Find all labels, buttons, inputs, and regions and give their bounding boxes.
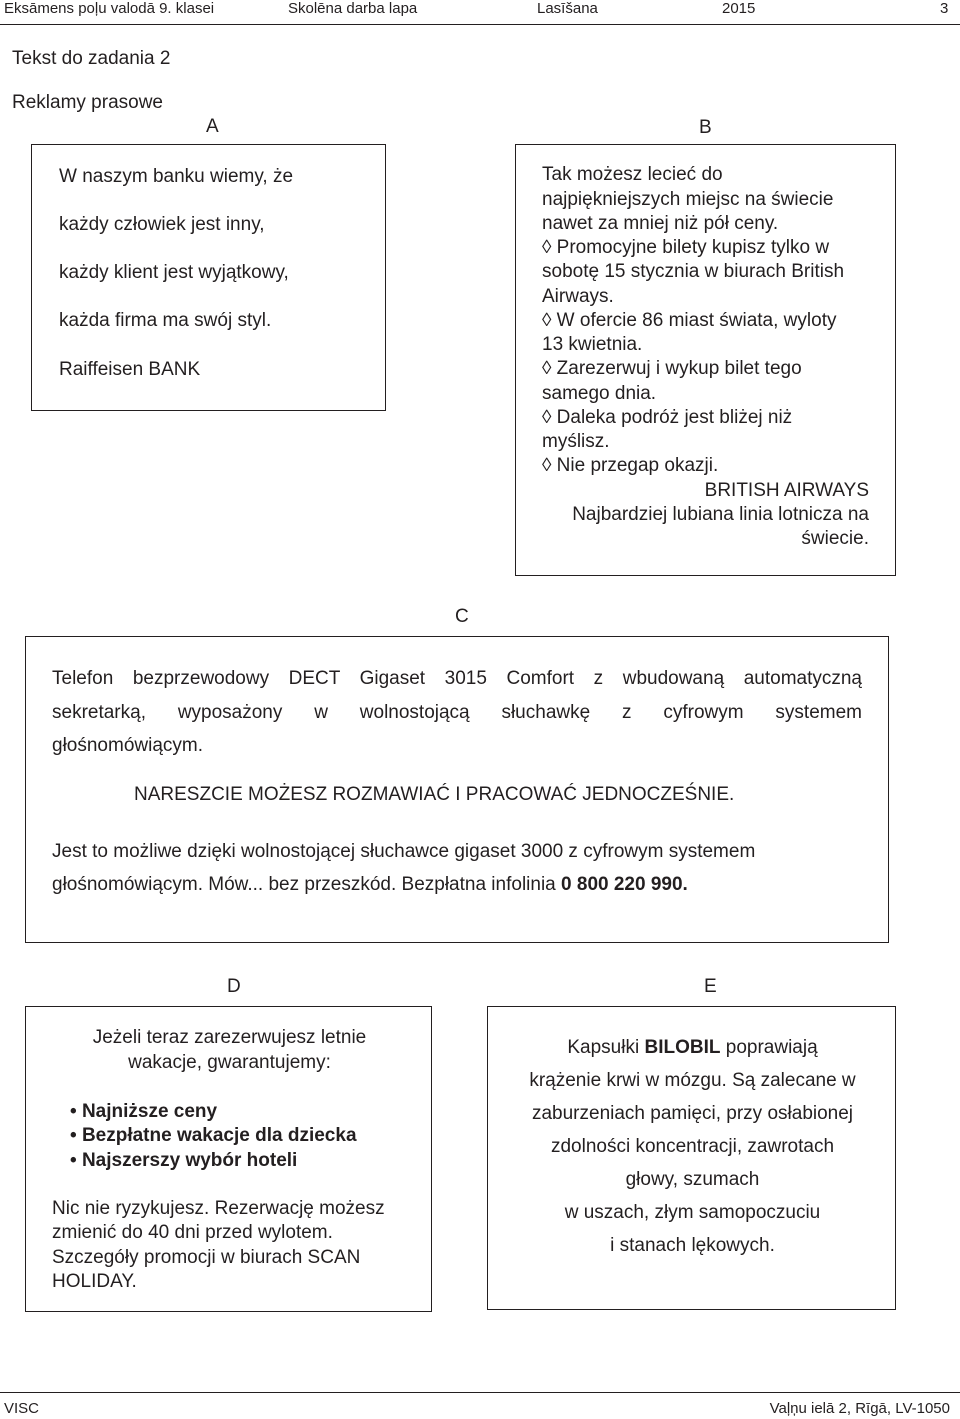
ad-b-line: nawet za mniej niż pół ceny.: [542, 213, 779, 234]
ad-d-tail: HOLIDAY.: [52, 1271, 137, 1292]
ad-c-text: głośnomówiącym. Mów... bez przeszkód. Bezpłatna infolinia: [52, 874, 562, 895]
ad-a-line: W naszym banku wiemy, że: [59, 166, 294, 187]
ad-c-box: [25, 636, 889, 943]
ad-e-box: [487, 1006, 896, 1310]
ad-e-line-first: [488, 1037, 897, 1059]
ad-c-line-last: [52, 874, 688, 896]
task-title: Tekst do zadania 2: [12, 48, 171, 69]
ad-b-bullet-line: ◊ Promocyjne bilety kupisz tylko w: [542, 237, 830, 258]
ad-a-line: każdy człowiek jest inny,: [59, 214, 265, 235]
ad-d-bullet-text: Najniższe ceny: [81, 1101, 218, 1122]
ad-e-line: zaburzeniach pamięci, przy osłabionej: [531, 1103, 854, 1124]
ad-e-text: poprawiają: [720, 1037, 818, 1058]
ad-e-line: krążenie krwi w mózgu. Są zalecane w: [529, 1070, 856, 1091]
ad-e-line: w uszach, złym samopoczuciu: [564, 1202, 821, 1223]
ad-b-slogan: świecie.: [801, 528, 869, 549]
ad-d-bullet-text: Bezpłatne wakacje dla dziecka: [81, 1125, 357, 1146]
ad-b-letter: B: [699, 117, 712, 138]
ad-d-tail: Szczegóły promocji w biurach SCAN: [52, 1247, 361, 1268]
ad-b-line: 13 kwietnia.: [542, 334, 643, 355]
ad-e-brand: BILOBIL: [644, 1037, 721, 1058]
ad-d-tail: zmienić do 40 dni przed wylotem.: [52, 1222, 333, 1243]
ad-c-line: sekretarką, wyposażony w wolnostojącą słuchawkę z cyfrowym systemem: [52, 702, 862, 723]
ad-b-line: samego dnia.: [542, 383, 657, 404]
ad-a-letter: A: [206, 116, 219, 137]
header-section: Lasīšana: [537, 0, 598, 17]
ad-a-line: każdy klient jest wyjątkowy,: [59, 262, 289, 283]
ad-c-line: Telefon bezprzewodowy DECT Gigaset 3015 Comfort z wbudowaną automatyczną: [52, 668, 862, 689]
ad-b-line: sobotę 15 stycznia w biurach British: [542, 261, 845, 282]
ad-a-box: [31, 144, 386, 411]
ad-b-bullet-line: ◊ W ofercie 86 miast świata, wyloty: [542, 310, 837, 331]
ad-d-letter: D: [227, 976, 241, 997]
ad-b-line: Tak możesz lecieć do: [542, 164, 723, 185]
ad-c-phone: 0 800 220 990.: [561, 874, 688, 895]
ad-c-line: głośnomówiącym.: [52, 735, 203, 756]
header-worksheet: Skolēna darba lapa: [288, 0, 418, 17]
ad-d-bullet: • Najszerszy wybór hoteli: [70, 1150, 298, 1171]
ad-e-line: zdolności koncentracji, zawrotach: [550, 1136, 835, 1157]
ad-e-text: Kapsułki: [567, 1037, 645, 1058]
page-header: [0, 0, 960, 22]
ad-c-slogan: NARESZCIE MOŻESZ ROZMAWIAĆ I PRACOWAĆ JEDNOCZEŚNIE.: [134, 784, 735, 805]
ad-d-head: Jeżeli teraz zarezerwujesz letnie: [92, 1027, 367, 1048]
ad-d-bullet-text: Najszerszy wybór hoteli: [81, 1150, 298, 1171]
footer-rule: [0, 1392, 960, 1393]
ad-a-line: każda firma ma swój styl.: [59, 310, 272, 331]
ad-a-signature: Raiffeisen BANK: [59, 359, 201, 380]
ad-b-box: [515, 144, 896, 576]
footer-address: Vaļņu ielā 2, Rīgā, LV-1050: [769, 1400, 950, 1417]
ad-b-bullet-line: ◊ Daleka podróż jest bliżej niż: [542, 407, 793, 428]
ad-b-bullet-line: ◊ Nie przegap okazji.: [542, 455, 719, 476]
ad-d-box: [25, 1006, 432, 1312]
ad-b-line: Airways.: [542, 286, 614, 307]
footer-left: VISC: [4, 1400, 40, 1417]
header-year: 2015: [722, 0, 756, 17]
ad-d-head: wakacje, gwarantujemy:: [128, 1052, 331, 1073]
ad-c-letter: C: [455, 606, 469, 627]
ad-d-bullet: • Bezpłatne wakacje dla dziecka: [70, 1125, 357, 1146]
ad-e-letter: E: [704, 976, 717, 997]
ad-d-bullet: • Najniższe ceny: [70, 1101, 218, 1122]
header-page-number: 3: [940, 0, 949, 17]
ad-e-line: i stanach lękowych.: [610, 1235, 775, 1256]
ad-c-line: Jest to możliwe dzięki wolnostojącej słuchawce gigaset 3000 z cyfrowym systemem: [52, 841, 756, 862]
ad-b-line: myślisz.: [542, 431, 610, 452]
ad-b-brand: BRITISH AIRWAYS: [704, 480, 869, 501]
section-title: Reklamy prasowe: [12, 92, 163, 113]
ad-b-slogan: Najbardziej lubiana linia lotnicza na: [572, 504, 869, 525]
ad-e-line: głowy, szumach: [625, 1169, 760, 1190]
ad-d-tail: Nic nie ryzykujesz. Rezerwację możesz: [52, 1198, 385, 1219]
header-rule: [0, 24, 960, 25]
ad-b-line: najpiękniejszych miejsc na świecie: [542, 189, 834, 210]
header-exam-title: Eksāmens poļu valodā 9. klasei: [4, 0, 215, 17]
ad-b-bullet-line: ◊ Zarezerwuj i wykup bilet tego: [542, 358, 802, 379]
